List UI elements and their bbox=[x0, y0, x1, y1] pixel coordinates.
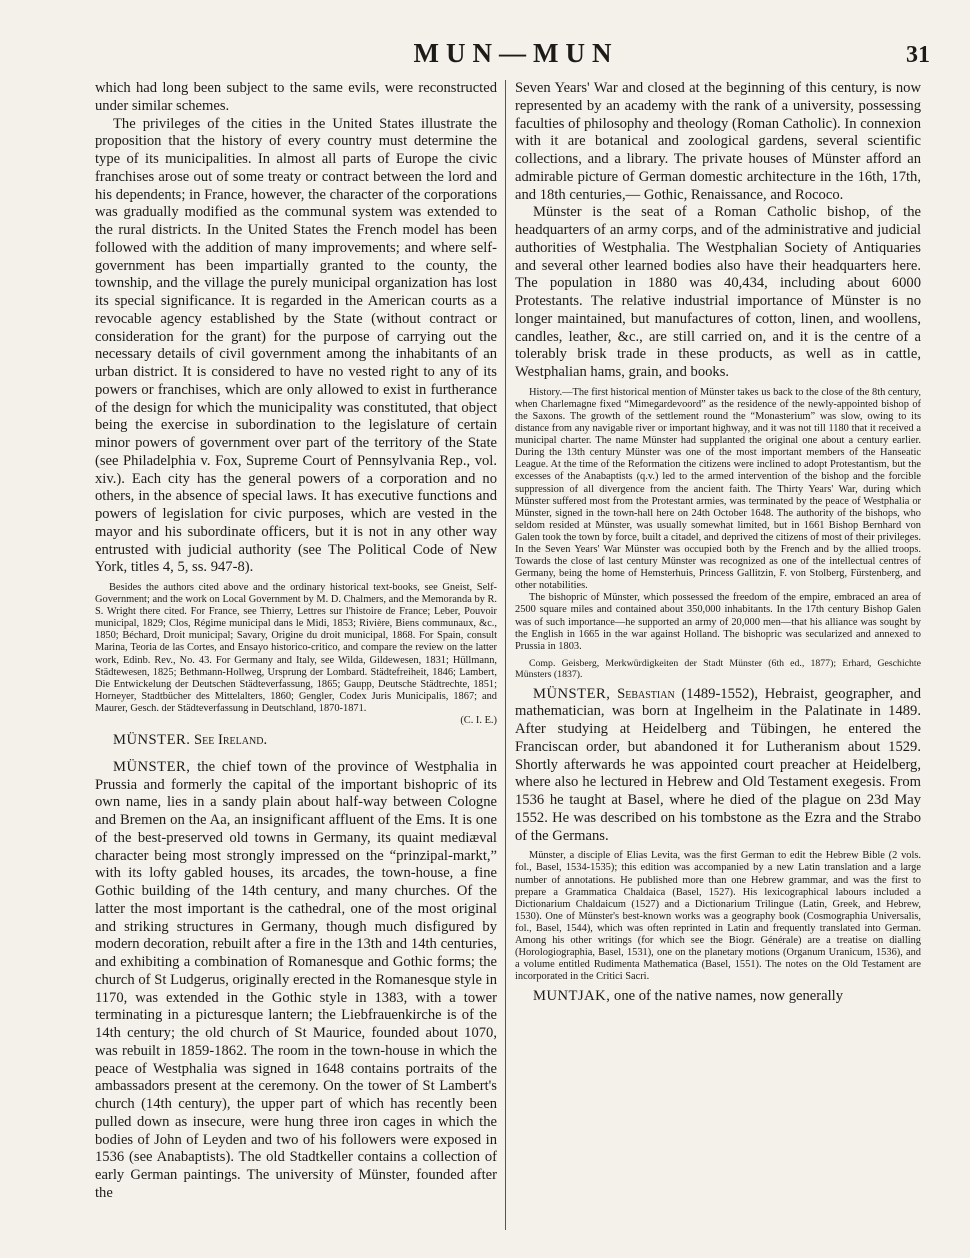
history-section: History.—The first historical mention of Münster takes us back to the close of the 8th century, when Charlemagne fixed “Mimegardevoord” as the residence of the newly-appointed bishop of the Saxons. The growth of the settlement round the “Monasterium” was slow, owing to its distance from any navigable river or important highway, and it was not till 1180 that it received a municipal charter. The name Münster had supplanted the original one about a century earlier. During the 13th century Münster was one of the most important members of the Hanseatic League. At the time of the Reformation the citizens were inclined to adopt Protestantism, but the excesses of the Anabaptists (q.v.) led to the armed intervention of the bishop and the forcible suppression of all divergence from the ancient faith. The Thirty Years' War, during which Münster suffered most from the Protestant armies, was terminated by the peace of Westphalia or Münster, signed in the town-hall here on 24th October 1648. The authority of the bishops, who seldom resided at Münster, was usually somewhat limited, but in 1661 Bishop Bernhard von Galen took the town by force, built a citadel, and deprived the citizens of most of their privileges. In the Seven Years' War Münster was occupied both by the French and by the allied troops. Towards the close of last century Münster was recognized as one of the intellectual centres of Germany, being the home of Hemsterhuis, Princess Gallitzin, F. von Stolberg, Fürstenberg, and other notabilities. bbox=[515, 386, 921, 592]
entry-forename: Sebastian bbox=[617, 685, 675, 702]
page-header bbox=[96, 38, 936, 78]
entry-headword: MÜNSTER, bbox=[533, 685, 611, 702]
entry-sebastian-munster bbox=[515, 686, 921, 846]
paragraph: Seven Years' War and closed at the beginning of this century, is now represented by an academy with the rank of a university, possessing faculties of philosophy and theology (Roman Catholic). In connexion with it are botanical and zoological gardens, several scientific collections, and a library. The private houses of Münster afford an admirable picture of German domestic architecture in the 16th, 17th, and 18th centuries,— Gothic, Renaissance, and Rococo. bbox=[515, 80, 921, 203]
paragraph: The privileges of the cities in the United States illustrate the proposition that the history of every country must determine the type of its municipalities. In almost all parts of Europe the civic franchises arose out of some treaty or contract between the lord and his dependents; in France, however, the character of the corporations was gradually modified as the communal system was extended to the rural districts. In the United States the French model has been followed with the addition of many improvements; and where self-government has been impartially granted to the county, the township, and the village the purely municipal organization has lost its special significance. It is regarded in the American courts as a revocable agency established by the State (without contract or consideration for the grant) for the purpose of carrying out the necessary details of civil government among the inhabitants of an urban district. It is considered to have no vested right to any of its powers or franchises, which are only allowed to exist in furtherance of the design for which the municipality was constituted, that object being the exercise in subordination to the legislature of certain minor powers of government over part of the territory of the State (see Philadelphia v. Fox, Supreme Court of Pennsylvania Rep., vol. xiv.). Each city has the general powers of a corporation and no others, in the absence of special laws. It has executive functions and powers of legislation for civic purposes, which are vested in the mayor and his subordinate officers, but it is not in any other way entrusted with judicial authority (see The Political Code of New York, titles 4, 5, ss. 947-8). bbox=[95, 115, 497, 576]
bishopric-paragraph: The bishopric of Münster, which possessed the freedom of the empire, embraced an area of 2500 square miles and contained about 350,000 inhabitants. In the 17th century Bishop Galen was of such importance—he supported an army of 20,000 men—that his alliance was sought by the English in 1665 in the war against Holland. The bishopric was secularized and annexed to Prussia in 1803. bbox=[515, 592, 921, 652]
entry-headword: MÜNSTER. bbox=[113, 732, 191, 749]
page-number: 31 bbox=[906, 42, 930, 68]
right-column bbox=[515, 80, 921, 1240]
column-rule bbox=[505, 80, 506, 1230]
entry-text: the chief town of the province of Westphalia in Prussia and formerly the capital of the important bishopric of its own name, lies in a sandy plain about half-way between Cologne and Bremen on the Aa, an insignificant affluent of the Ems. It is one of the best-preserved old towns in Germany, its quaint mediæval character being most strongly impressed on the “prinzipal-markt,” with its lofty gabled houses, its arcades, the town-house, a fine Gothic building of the 14th century, and many churches. Of the latter the most important is the cathedral, one of the most original and striking structures in Germany, though much disfigured by modern decoration, rebuilt after a fire in the 13th and 14th centuries, and exhibiting a combination of Romanesque and Gothic forms; the church of St Ludgerus, originally erected in the Romanesque style in 1170, was extended in the Gothic style in 1383, with a tower terminating in a picturesque lantern; the Liebfrauenkirche is of the 14th century; the old church of St Maurice, founded about 1070, was rebuilt in 1859-1862. The room in the town-house in which the peace of Westphalia was signed in 1648 contains portraits of the ambassadors present at the ceremony. On the tower of St Lambert's church (14th century), the upper part of which has recently been pulled down as insecure, were hung three iron cages in which the bodies of John of Leyden and two of his followers were exposed in 1536 (see Anabaptists). The old Stadtkeller contains a collection of early German paintings. The university of Münster, founded after the bbox=[95, 758, 497, 1201]
entry-muntjak bbox=[515, 988, 921, 1006]
entry-text: one of the native names, now generally bbox=[614, 988, 843, 1005]
entry-headword: MÜNSTER, bbox=[113, 758, 191, 775]
entry-munster-town bbox=[95, 759, 497, 1203]
entry-text: (1489-1552), Hebraist, geographer, and mathematician, was born at Ingelheim in the Palatinate in 1489. After studying at Heidelberg and Tübingen, he entered the Franciscan order, but abandoned it for Lutheranism about 1529. Shortly afterwards he was appointed court preacher at Heidelberg, where also he lectured in Hebrew and Old Testament exegesis. From 1536 he taught at Basel, where he died of the plague on 23d May 1552. He was described on his tombstone as the Ezra and the Strabo of the Germans. bbox=[515, 685, 921, 844]
cross-reference-entry bbox=[95, 732, 497, 750]
bibliography-note: Comp. Geisberg, Merkwürdigkeiten der Stadt Münster (6th ed., 1877); Erhard, Geschichte Münsters (1837). bbox=[515, 657, 921, 681]
paragraph: which had long been subject to the same evils, were reconstructed under similar schemes. bbox=[95, 80, 497, 114]
paragraph: Münster is the seat of a Roman Catholic bishop, of the headquarters of an army corps, and of the administrative and judicial authorities of Westphalia. The Westphalian Society of Antiquaries and several other learned bodies also have their headquarters here. The population in 1880 was 40,434, including about 6000 Protestants. The relative industrial importance of Münster is no longer maintained, but manufactures of cotton, linen, and woollens, candles, leather, &c., are still carried on, and it is the centre of a tolerably brisk trade in these products, as well as in cattle, Westphalian hams, grain, and books. bbox=[515, 204, 921, 380]
bibliography-note: Besides the authors cited above and the ordinary historical text-books, see Gneist, Self-Government; and the work on Local Government by M. D. Chalmers, and the Memoranda by R. S. Wright there cited. For France, see Thierry, Lettres sur l'histoire de France; Leber, Pouvoir municipal, 1829; Clos, Régime municipal dans le Midi, 1853; Rivière, Biens communaux, &c., 1850; Béchard, Droit municipal; Savary, Origine du droit municipal, 1868. For Spain, consult Marina, Teoria de las Cortes, and Ensayo historico-critico, and compare the review on the latter work, Edinb. Rev., No. 43. For Germany and Italy, see Wilda, Gildewesen, 1831; Hüllmann, Städtewesen, 1825; Bethmann-Hollweg, Ursprung der Lombard. Städtefreiheit, 1846; Lambert, Die Entwickelung der Deutschen Städteverfassung, 1865; Gaupp, Deutsche Städtrechte, 1851; Horneyer, Stadtbücher des Mittelalters, 1860; Gengler, Codex Juris Municipalis, 1867; and Maurer, Gesch. der Städteverfassung in Deutschland, 1870-1871. bbox=[95, 582, 497, 714]
left-column bbox=[95, 80, 497, 1240]
entry-headword: MUNTJAK, bbox=[533, 988, 611, 1005]
running-head: MUN—MUN bbox=[413, 38, 619, 68]
bibliography-note: Münster, a disciple of Elias Levita, was the first German to edit the Hebrew Bible (2 vols. fol., Basel, 1534-1535); this edition was accompanied by a new Latin translation and a large number of annotations. He published more than one Hebrew grammar, and was the first to prepare a Grammatica Chaldaica (Basel, 1527). His lexicographical labours included a Dictionarium Chaldaicum (1527) and a Dictionarium Trilingue (Latin, Greek, and Hebrew, 1530). One of Münster's best-known works was a geography book (Cosmographia Universalis, fol., Basel, 1544), which was often reprinted in Latin and frequently translated into German. Among his other writings (for which see the Biogr. Générale) are a treatise on dialling (Horologiographia, Basel, 1531), one on the planetary motions (Organum Uranicum, 1536), and a volume entitled Rudimenta Mathematica (Basel, 1551). The notes on the Old Testament are incorporated in the Critici Sacri. bbox=[515, 850, 921, 983]
author-signature: (C. I. E.) bbox=[460, 715, 497, 727]
cross-reference: See Ireland. bbox=[194, 732, 268, 749]
